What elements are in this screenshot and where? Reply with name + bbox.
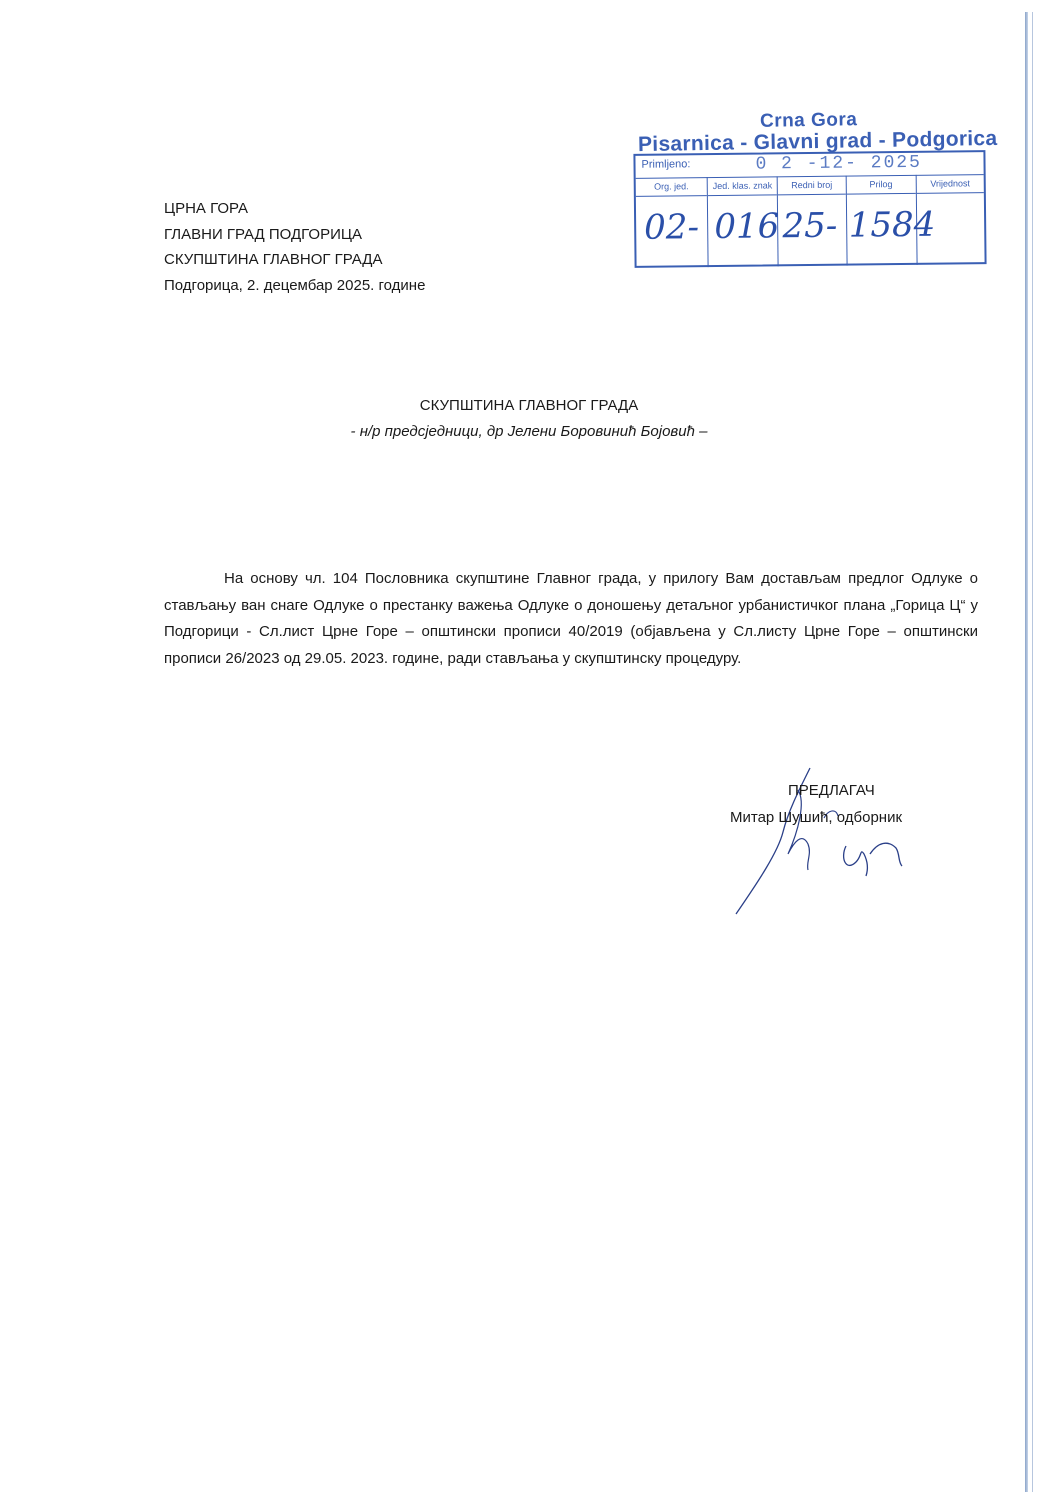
stamp-columns	[636, 174, 985, 268]
signature-block	[730, 777, 902, 831]
stamp-col-value	[916, 174, 984, 265]
stamp-col-header: Jed. klas. znak	[708, 176, 777, 196]
stamp-handwritten-class: 016	[714, 206, 780, 248]
signature-title: ПРЕДЛАГАЧ	[788, 782, 875, 799]
sender-assembly: СКУПШТИНА ГЛАВНОГ ГРАДА	[164, 251, 383, 268]
stamp-col-class	[708, 176, 779, 267]
stamp-col-header: Prilog	[846, 175, 915, 195]
stamp-received-label: Primljeno:	[641, 158, 691, 171]
stamp-col-header: Org. jed.	[636, 177, 707, 197]
stamp-col-org	[636, 177, 709, 268]
page-edge-line	[1025, 12, 1028, 1492]
letter-body	[164, 566, 978, 672]
registry-stamp	[630, 109, 998, 270]
addressee-title: СКУПШТИНА ГЛАВНОГ ГРАДА	[419, 397, 639, 414]
sender-block	[164, 196, 425, 298]
sender-country: ЦРНА ГОРА	[164, 200, 249, 217]
stamp-col-header: Redni broj	[778, 176, 845, 196]
stamp-col-header: Vrijednost	[916, 174, 983, 194]
signature-name: Митар Шушић, одборник	[730, 809, 903, 826]
stamp-col-number	[778, 176, 847, 267]
addressee-attention: - н/р предсједници, др Јелени Боровинић Бојовић –	[350, 423, 708, 440]
stamp-office: Pisarnica - Glavni grad - Podgorica	[637, 126, 998, 157]
sender-city: ГЛАВНИ ГРАД ПОДГОРИЦА	[164, 225, 362, 243]
body-paragraph: На основу чл. 104 Пословника скупштине Главног града, у прилогу Вам достављам предлог Одлуке о стављању ван снаге Одлуке о престанку важења Одлуке о доношењу детаљног урбанистичког плана „Горица Ц“ у Подгорици - Сл.лист Црне Горе – општински прописи 40/2019 (објављена у Сл.листу Црне Горе – општински прописи 26/2023 од 29.05. 2023. године, ради стављања у скупштинску процедуру.	[164, 570, 978, 667]
stamp-country: Crna Gora	[759, 109, 858, 132]
page-edge-line-inner	[1032, 12, 1033, 1492]
addressee-block	[0, 393, 1058, 445]
stamp-received-date: 0 2 -12- 2025	[755, 152, 923, 175]
stamp-handwritten-attachment: 1584	[848, 204, 936, 246]
stamp-handwritten-org: 02-	[643, 207, 700, 248]
stamp-col-attachment	[846, 175, 936, 266]
stamp-handwritten-number: 25-	[782, 205, 838, 247]
stamp-table	[633, 150, 986, 268]
sender-place-date: Подгорица, 2. децембар 2025. године	[164, 276, 426, 294]
